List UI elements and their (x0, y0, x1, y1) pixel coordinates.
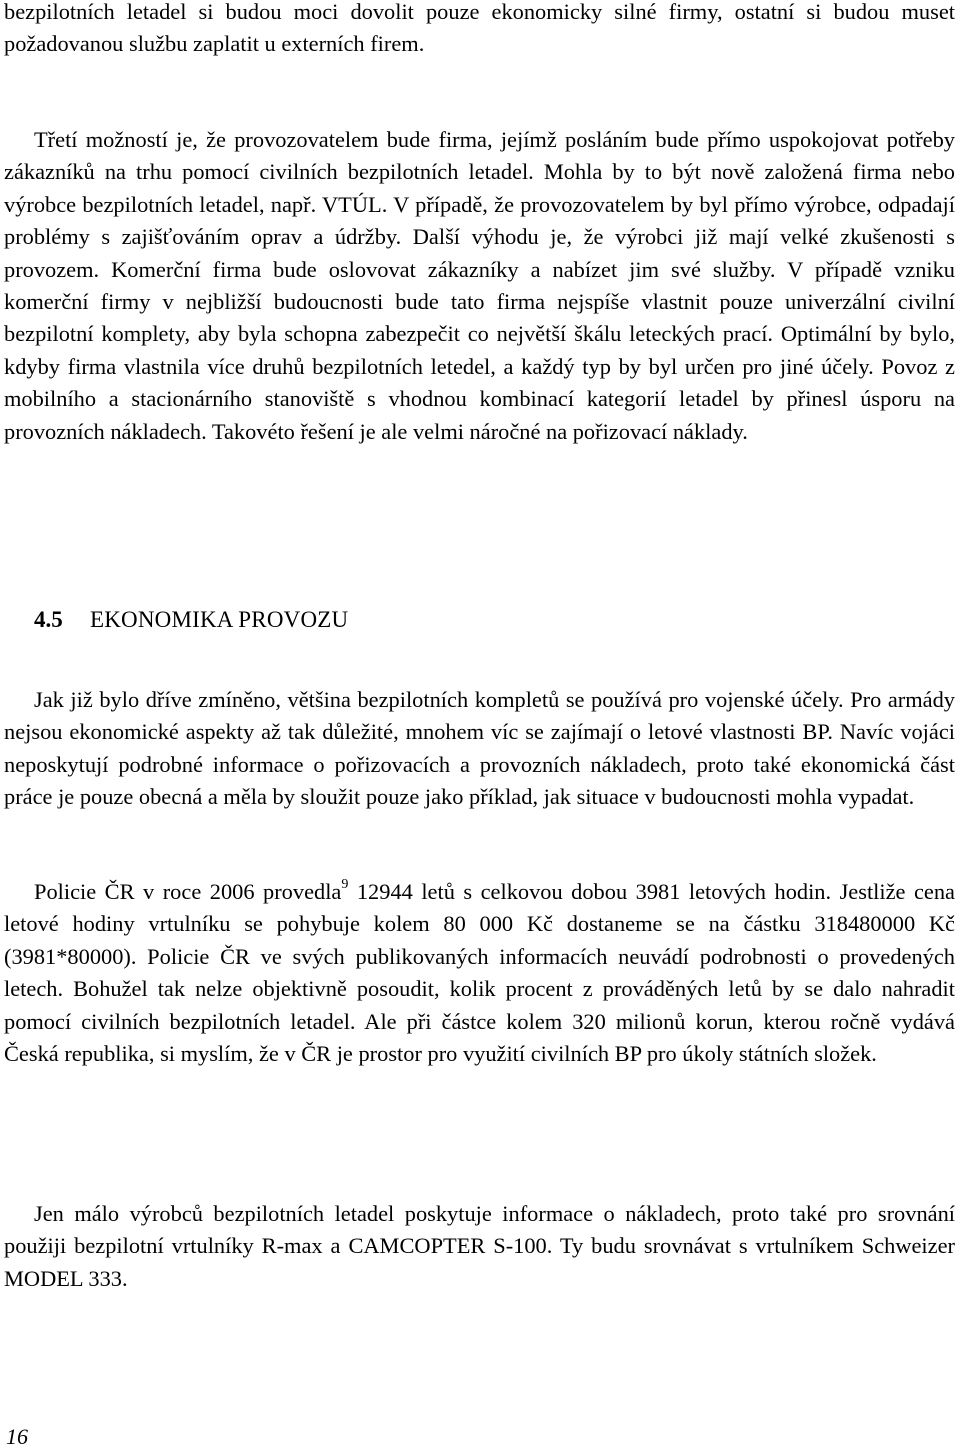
paragraph-economics-intro: Jak již bylo dříve zmíněno, většina bezpilotních kompletů se používá pro vojenské účely. Pro armády nejsou ekonomické aspekty až tak důležité, mnohem víc se zajímají o letové vlastnosti BP. Navíc vojáci neposkytují podrobné informace o pořizovacích a provozních nákladech, proto také ekonomická část práce je pouze obecná a měla by sloužit pouze jako příklad, jak situace v budoucnosti mohla vypadat. (4, 687, 955, 810)
paragraph-police-text-end: 12944 letů s celkovou dobou 3981 letových hodin. Jestliže cena letové hodiny vrtulníku se pohybuje kolem 80 000 Kč dostaneme se na částku 318480000 Kč (3981*80000). Policie ČR ve svých publikovaných informacích neuvádí podrobnosti o provedených letech. Bohužel tak nelze objektivně posoudit, kolik procent z prováděných letů by se dalo nahradit pomocí civilních bezpilotních letadel. Ale při částce kolem 320 milionů korun, kterou ročně vydává Česká republika, si myslím, že v ČR je prostor pro využití civilních BP pro úkoly státních složek. (4, 879, 955, 1067)
section-title: EKONOMIKA PROVOZU (90, 607, 349, 632)
paragraph-comparison: Jen málo výrobců bezpilotních letadel poskytuje informace o nákladech, proto také pro srovnání použiji bezpilotní vrtulníky R-max a CAMCOPTER S-100. Ty budu srovnávat s vrtulníkem Schweizer MODEL 333. (4, 1201, 955, 1291)
paragraph-police-flights (4, 876, 955, 1070)
paragraph-provider-options: Třetí možností je, že provozovatelem bude firma, jejímž posláním bude přímo uspokojovat potřeby zákazníků na trhu pomocí civilních bezpilotních letadel. Mohla by to být nově založená firma nebo výrobce bezpilotních letadel, např. VTÚL. V případě, že provozovatelem by byl přímo výrobce, odpadají problémy s zajišťováním oprav a údržby. Další výhodu je, že výrobci již mají velké zkušenosti s provozem. Komerční firma bude oslovovat zákazníky a nabízet jim své služby. V případě vzniku komerční firmy v nejbližší budoucnosti bude tato firma nejspíše vlastnit pouze univerzální civilní bezpilotní komplety, aby byla schopna zabezpečit co největší škálu leteckých prací. Optimální by bylo, kdyby firma vlastnila více druhů bezpilotních letedel, a každý typ by byl určen pro jiné účely. Povoz z mobilního a stacionárního stanoviště s vhodnou kombinací kategorií letadel by přinesl úsporu na provozních nákladech. Takovéto řešení je ale velmi náročné na pořizovací náklady. (4, 127, 955, 444)
footnote-reference: 9 (341, 876, 349, 892)
section-heading (34, 604, 348, 636)
page-number: 16 (6, 1424, 28, 1449)
paragraph-police-text-start: Policie ČR v roce 2006 provedla (34, 879, 342, 904)
section-number: 4.5 (34, 607, 63, 632)
paragraph-continuation: bezpilotních letadel si budou moci dovolit pouze ekonomicky silné firmy, ostatní si budou muset požadovanou službu zaplatit u externích firem. (4, 0, 955, 57)
